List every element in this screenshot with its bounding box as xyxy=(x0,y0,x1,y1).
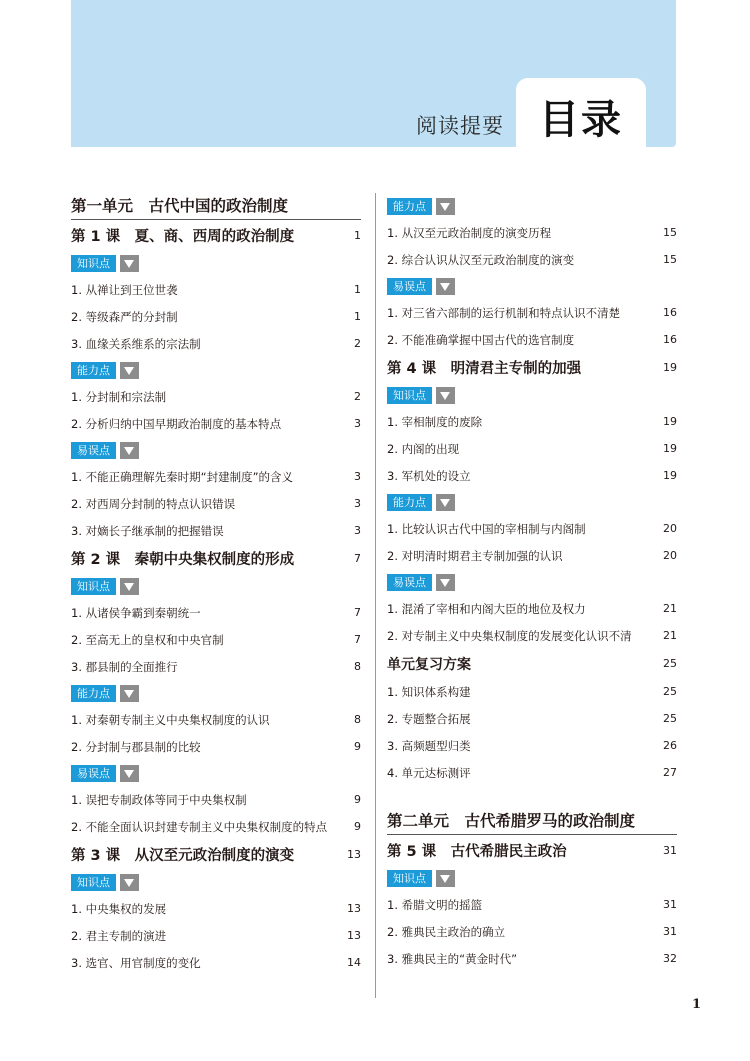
toc-lesson[interactable] xyxy=(71,840,361,869)
toc-entry[interactable] xyxy=(71,922,361,949)
toc-entry[interactable] xyxy=(71,653,361,680)
toc-lesson[interactable] xyxy=(387,353,677,382)
page-ref: 31 xyxy=(663,925,677,938)
toc-entry[interactable] xyxy=(387,759,677,786)
entry-text: 2. 综合认识从汉至元政治制度的演变 xyxy=(387,252,575,267)
entry-text: 1. 从诸侯争霸到秦朝统一 xyxy=(71,605,201,620)
section-tag: 能力点 xyxy=(387,494,432,511)
section-tag: 易误点 xyxy=(71,442,116,459)
page-title: 目录 xyxy=(539,97,623,143)
page-ref: 2 xyxy=(354,337,361,350)
header-subtitle: 阅读提要 xyxy=(416,114,504,138)
toc-entry[interactable] xyxy=(387,515,677,542)
toc-entry[interactable] xyxy=(387,246,677,273)
entry-text: 1. 不能正确理解先秦时期“封建制度”的含义 xyxy=(71,469,294,484)
toc-entry[interactable] xyxy=(387,678,677,705)
lesson-title: 第 2 课 秦朝中央集权制度的形成 xyxy=(71,552,295,568)
toc-entry[interactable] xyxy=(387,326,677,353)
triangle-down-icon xyxy=(436,574,455,591)
triangle-down-icon xyxy=(120,874,139,891)
page-ref: 20 xyxy=(663,549,677,562)
page-ref: 25 xyxy=(663,657,677,670)
toc-entry[interactable] xyxy=(387,945,677,972)
page-ref: 7 xyxy=(354,606,361,619)
toc-entry[interactable] xyxy=(387,408,677,435)
section-tag: 能力点 xyxy=(387,198,432,215)
section-tag-row xyxy=(71,869,361,895)
column-divider xyxy=(375,193,376,998)
toc-entry[interactable] xyxy=(71,490,361,517)
page-ref: 7 xyxy=(354,552,361,565)
entry-text: 1. 宰相制度的废除 xyxy=(387,414,483,429)
triangle-down-icon xyxy=(120,442,139,459)
page-ref: 27 xyxy=(663,766,677,779)
page-ref: 20 xyxy=(663,522,677,535)
header-title-tab xyxy=(516,78,646,147)
page-ref: 1 xyxy=(354,310,361,323)
toc-left-column xyxy=(71,193,361,976)
page-ref: 21 xyxy=(663,602,677,615)
entry-text: 1. 知识体系构建 xyxy=(387,684,471,699)
unit-title: 第二单元 古代希腊罗马的政治制度 xyxy=(387,808,677,835)
entry-text: 2. 至高无上的皇权和中央官制 xyxy=(71,632,224,647)
entry-text: 3. 雅典民主的“黄金时代” xyxy=(387,951,518,966)
page-number: 1 xyxy=(692,997,702,1012)
toc-entry[interactable] xyxy=(387,918,677,945)
toc-entry[interactable] xyxy=(71,463,361,490)
unit-review-heading[interactable] xyxy=(387,649,677,678)
toc-lesson[interactable] xyxy=(71,544,361,573)
page-ref: 1 xyxy=(354,229,361,242)
page-ref: 32 xyxy=(663,952,677,965)
lesson-title: 第 4 课 明清君主专制的加强 xyxy=(387,361,582,377)
page-ref: 14 xyxy=(347,956,361,969)
header-banner xyxy=(71,0,676,147)
section-tag-row xyxy=(71,357,361,383)
page-ref: 3 xyxy=(354,417,361,430)
toc-entry[interactable] xyxy=(71,303,361,330)
entry-text: 1. 从汉至元政治制度的演变历程 xyxy=(387,225,552,240)
section-tag: 知识点 xyxy=(387,387,432,404)
toc-entry[interactable] xyxy=(71,517,361,544)
page-ref: 19 xyxy=(663,415,677,428)
entry-text: 1. 混淆了宰相和内阁大臣的地位及权力 xyxy=(387,601,586,616)
lesson-title: 第 1 课 夏、商、西周的政治制度 xyxy=(71,229,295,245)
toc-entry[interactable] xyxy=(71,949,361,976)
section-tag-row xyxy=(71,250,361,276)
entry-text: 2. 对明清时期君主专制加强的认识 xyxy=(387,548,563,563)
page-ref: 19 xyxy=(663,361,677,374)
entry-text: 2. 等级森严的分封制 xyxy=(71,309,178,324)
toc-entry[interactable] xyxy=(387,891,677,918)
page-ref: 25 xyxy=(663,712,677,725)
section-tag: 知识点 xyxy=(71,255,116,272)
section-tag-row xyxy=(71,760,361,786)
triangle-down-icon xyxy=(436,278,455,295)
toc-entry[interactable] xyxy=(387,705,677,732)
page-ref: 19 xyxy=(663,442,677,455)
section-tag: 能力点 xyxy=(71,362,116,379)
entry-text: 1. 误把专制政体等同于中央集权制 xyxy=(71,792,247,807)
entry-text: 3. 血缘关系维系的宗法制 xyxy=(71,336,201,351)
entry-text: 1. 从禅让到王位世袭 xyxy=(71,282,178,297)
page-ref: 26 xyxy=(663,739,677,752)
entry-text: 1. 比较认识古代中国的宰相制与内阁制 xyxy=(387,521,586,536)
page-ref: 13 xyxy=(347,848,361,861)
page-ref: 9 xyxy=(354,793,361,806)
page-ref: 3 xyxy=(354,497,361,510)
toc-entry[interactable] xyxy=(71,599,361,626)
page-ref: 13 xyxy=(347,902,361,915)
unit-title: 第一单元 古代中国的政治制度 xyxy=(71,193,361,220)
toc-entry[interactable] xyxy=(387,462,677,489)
page-ref: 15 xyxy=(663,253,677,266)
triangle-down-icon xyxy=(436,870,455,887)
toc-entry[interactable] xyxy=(71,330,361,357)
section-tag-row xyxy=(387,569,677,595)
entry-text: 3. 对嫡长子继承制的把握错误 xyxy=(71,523,224,538)
page-ref: 3 xyxy=(354,470,361,483)
section-tag: 易误点 xyxy=(387,574,432,591)
toc-entry[interactable] xyxy=(71,706,361,733)
section-tag-row xyxy=(71,680,361,706)
entry-text: 2. 不能全面认识封建专制主义中央集权制度的特点 xyxy=(71,819,328,834)
entry-text: 1. 中央集权的发展 xyxy=(71,901,167,916)
page-ref: 8 xyxy=(354,713,361,726)
entry-text: 2. 分封制与郡县制的比较 xyxy=(71,739,201,754)
section-tag: 知识点 xyxy=(71,874,116,891)
triangle-down-icon xyxy=(436,387,455,404)
section-tag: 能力点 xyxy=(71,685,116,702)
entry-text: 1. 希腊文明的摇篮 xyxy=(387,897,483,912)
section-tag-row xyxy=(387,273,677,299)
page-ref: 9 xyxy=(354,740,361,753)
triangle-down-icon xyxy=(436,494,455,511)
page-ref: 7 xyxy=(354,633,361,646)
lesson-title: 第 5 课 古代希腊民主政治 xyxy=(387,844,567,860)
toc-entry[interactable] xyxy=(71,895,361,922)
section-tag: 知识点 xyxy=(387,870,432,887)
entry-text: 2. 不能准确掌握中国古代的选官制度 xyxy=(387,332,575,347)
toc-entry[interactable] xyxy=(387,595,677,622)
page-ref: 19 xyxy=(663,469,677,482)
triangle-down-icon xyxy=(120,685,139,702)
toc-entry[interactable] xyxy=(71,786,361,813)
toc-entry[interactable] xyxy=(387,542,677,569)
page-ref: 16 xyxy=(663,306,677,319)
entry-text: 3. 军机处的设立 xyxy=(387,468,471,483)
lesson-title: 第 3 课 从汉至元政治制度的演变 xyxy=(71,848,295,864)
triangle-down-icon xyxy=(120,578,139,595)
triangle-down-icon xyxy=(120,765,139,782)
page-ref: 16 xyxy=(663,333,677,346)
page-ref: 31 xyxy=(663,844,677,857)
page-ref: 9 xyxy=(354,820,361,833)
section-tag-row xyxy=(387,489,677,515)
entry-text: 2. 分析归纳中国早期政治制度的基本特点 xyxy=(71,416,282,431)
page-ref: 1 xyxy=(354,283,361,296)
entry-text: 1. 对秦朝专制主义中央集权制度的认识 xyxy=(71,712,270,727)
section-tag-row xyxy=(71,573,361,599)
entry-text: 2. 专题整合拓展 xyxy=(387,711,471,726)
page-ref: 21 xyxy=(663,629,677,642)
entry-text: 2. 对西周分封制的特点认识错误 xyxy=(71,496,236,511)
review-title: 单元复习方案 xyxy=(387,656,471,673)
section-tag: 易误点 xyxy=(387,278,432,295)
section-tag-row xyxy=(387,865,677,891)
entry-text: 4. 单元达标测评 xyxy=(387,765,471,780)
page-ref: 8 xyxy=(354,660,361,673)
entry-text: 2. 对专制主义中央集权制度的发展变化认识不清 xyxy=(387,628,632,643)
page-ref: 13 xyxy=(347,929,361,942)
page-ref: 3 xyxy=(354,524,361,537)
toc-right-column xyxy=(387,193,677,972)
page-ref: 31 xyxy=(663,898,677,911)
page-ref: 25 xyxy=(663,685,677,698)
entry-text: 3. 郡县制的全面推行 xyxy=(71,659,178,674)
section-tag-row xyxy=(387,382,677,408)
entry-text: 1. 对三省六部制的运行机制和特点认识不清楚 xyxy=(387,305,621,320)
page-ref: 15 xyxy=(663,226,677,239)
triangle-down-icon xyxy=(120,362,139,379)
toc-entry[interactable] xyxy=(71,813,361,840)
toc-lesson[interactable] xyxy=(387,836,677,865)
triangle-down-icon xyxy=(436,198,455,215)
toc-entry[interactable] xyxy=(71,276,361,303)
toc-entry[interactable] xyxy=(71,410,361,437)
triangle-down-icon xyxy=(120,255,139,272)
toc-entry[interactable] xyxy=(71,626,361,653)
toc-entry[interactable] xyxy=(71,383,361,410)
entry-text: 2. 君主专制的演进 xyxy=(71,928,167,943)
toc-entry[interactable] xyxy=(387,219,677,246)
section-tag-row xyxy=(387,193,677,219)
toc-entry[interactable] xyxy=(71,733,361,760)
entry-text: 2. 雅典民主政治的确立 xyxy=(387,924,506,939)
section-tag: 知识点 xyxy=(71,578,116,595)
toc-entry[interactable] xyxy=(387,732,677,759)
toc-entry[interactable] xyxy=(387,435,677,462)
entry-text: 3. 高频题型归类 xyxy=(387,738,471,753)
section-tag-row xyxy=(71,437,361,463)
section-tag: 易误点 xyxy=(71,765,116,782)
entry-text: 3. 选官、用官制度的变化 xyxy=(71,955,201,970)
toc-entry[interactable] xyxy=(387,622,677,649)
entry-text: 2. 内阁的出现 xyxy=(387,441,460,456)
toc-lesson[interactable] xyxy=(71,221,361,250)
page-ref: 2 xyxy=(354,390,361,403)
entry-text: 1. 分封制和宗法制 xyxy=(71,389,167,404)
toc-entry[interactable] xyxy=(387,299,677,326)
